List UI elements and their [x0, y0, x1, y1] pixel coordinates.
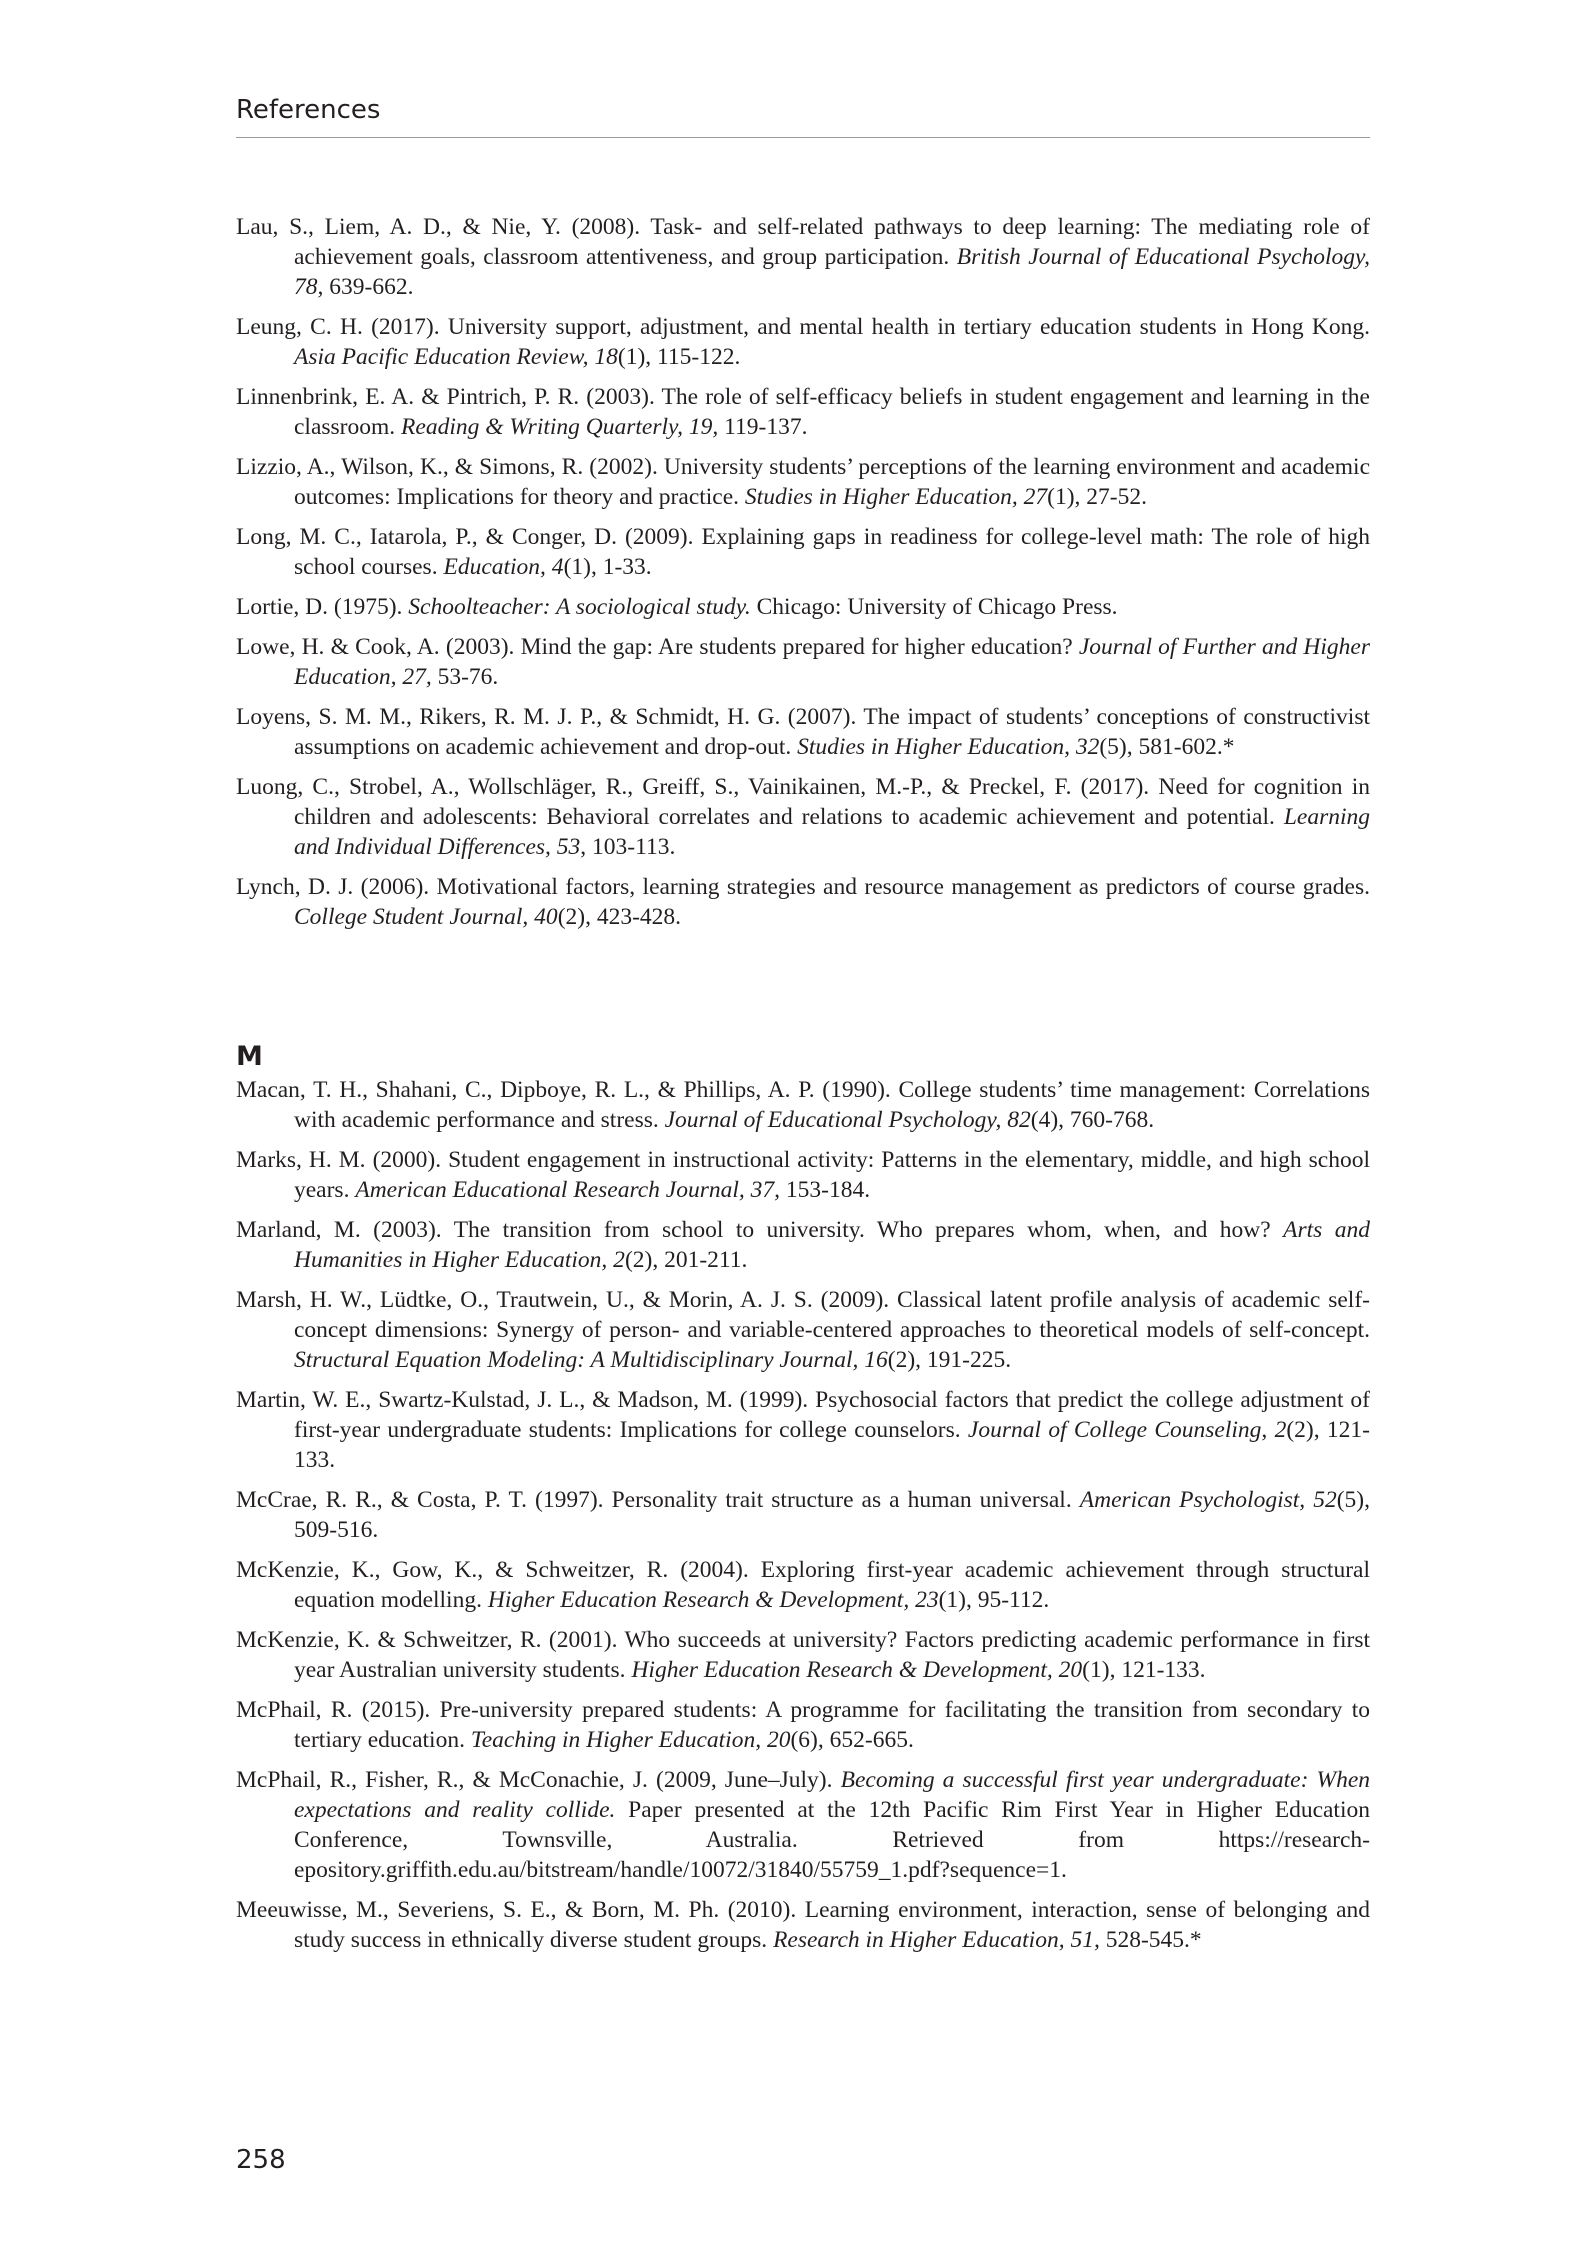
reference-text: McCrae, R. R., & Costa, P. T. (1997). Personality trait structure as a human universal.	[236, 1487, 1080, 1513]
reference-source: Teaching in Higher Education, 20	[470, 1727, 791, 1753]
reference-source: Higher Education Research & Development, 20	[631, 1657, 1083, 1683]
reference-text: 153-184.	[780, 1177, 871, 1203]
reference-text: 639-662.	[323, 274, 414, 300]
reference-text: (2), 191-225.	[887, 1347, 1012, 1373]
reference-text: 119-137.	[718, 414, 808, 440]
reference-text: 528-545.*	[1099, 1927, 1202, 1953]
reference-entry	[236, 212, 1370, 302]
reference-entry	[236, 1145, 1370, 1205]
reference-text: Macan, T. H., Shahani, C., Dipboye, R. L., & Phillips, A. P. (1990). College students’ time management: Correlations with academic performance and stress.	[236, 1077, 1370, 1133]
reference-source: Journal of College Counseling, 2	[967, 1417, 1287, 1443]
reference-text: McPhail, R. (2015). Pre-university prepared students: A programme for facilitating the transition from secondary to tertiary education.	[236, 1697, 1370, 1753]
reference-text: (2), 201-211.	[624, 1247, 748, 1273]
reference-source: Higher Education Research & Development, 23	[487, 1587, 939, 1613]
reference-entry	[236, 1075, 1370, 1135]
reference-entry	[236, 1555, 1370, 1615]
reference-source: Learning and Individual Differences, 53	[294, 804, 1370, 860]
reference-list-m	[236, 1075, 1370, 1965]
reference-source: American Psychologist, 52	[1079, 1487, 1337, 1513]
reference-entry	[236, 592, 1370, 622]
reference-text: Lowe, H. & Cook, A. (2003). Mind the gap: Are students prepared for higher education?	[236, 634, 1079, 660]
reference-source: Reading & Writing Quarterly, 19,	[401, 414, 719, 440]
reference-text: Leung, C. H. (2017). University support, adjustment, and mental health in tertiary education students in Hong Kong.	[236, 314, 1370, 340]
reference-text: Loyens, S. M. M., Rikers, R. M. J. P., & Schmidt, H. G. (2007). The impact of students’ conceptions of constructivist assumptions on academic achievement and drop-out.	[236, 704, 1370, 760]
reference-text: , 103-113.	[580, 834, 676, 860]
reference-text: Lizzio, A., Wilson, K., & Simons, R. (2002). University students’ perceptions of the learning environment and academic outcomes: Implications for theory and practice.	[236, 454, 1370, 510]
reference-entry	[236, 702, 1370, 762]
reference-source: Asia Pacific Education Review, 18	[294, 344, 618, 370]
reference-source: College Student Journal, 40	[294, 904, 558, 930]
reference-text: (5), 509-516.	[294, 1487, 1370, 1543]
reference-text: McKenzie, K. & Schweitzer, R. (2001). Who succeeds at university? Factors predicting academic performance in first year Australian university students.	[236, 1627, 1370, 1683]
reference-list-l	[236, 212, 1370, 942]
reference-text: (6), 652-665.	[790, 1727, 914, 1753]
reference-text: Long, M. C., Iatarola, P., & Conger, D. (2009). Explaining gaps in readiness for college-level math: The role of high school courses.	[236, 524, 1370, 580]
reference-text: (4), 760-768.	[1030, 1107, 1155, 1133]
reference-text: (1), 115-122.	[617, 344, 741, 370]
reference-text: 53-76.	[431, 664, 499, 690]
reference-text: McKenzie, K., Gow, K., & Schweitzer, R. (2004). Exploring first-year academic achievement through structural equation modelling.	[236, 1557, 1370, 1613]
reference-entry	[236, 1385, 1370, 1475]
reference-text: (1), 27-52.	[1047, 484, 1147, 510]
reference-source: British Journal of Educational Psychology, 78,	[294, 244, 1370, 300]
reference-entry	[236, 382, 1370, 442]
reference-text: (5), 581-602.*	[1099, 734, 1235, 760]
reference-entry	[236, 312, 1370, 372]
reference-text: Luong, C., Strobel, A., Wollschläger, R., Greiff, S., Vainikainen, M.-P., & Preckel, F. (2017). Need for cognition in children and adolescents: Behavioral correlates and relations to academic achievement and potential.	[236, 774, 1370, 830]
reference-source: Research in Higher Education, 51,	[773, 1927, 1100, 1953]
reference-text: Marland, M. (2003). The transition from school to university. Who prepares whom, when, and how?	[236, 1217, 1284, 1243]
reference-text: Martin, W. E., Swartz-Kulstad, J. L., & Madson, M. (1999). Psychosocial factors that predict the college adjustment of first-year undergraduate students: Implications for college counselors.	[236, 1387, 1370, 1443]
reference-text: Chicago: University of Chicago Press.	[750, 594, 1118, 620]
page-number: 258	[236, 2145, 286, 2175]
reference-text: Paper presented at the 12th Pacific Rim First Year in Higher Education Conference, Townsville, Australia. Retrieved from https://research-epository.griffith.edu.au/bitstream/handle/10072/31840/55759_1.pdf?sequence=1.	[294, 1797, 1370, 1883]
reference-entry	[236, 1895, 1370, 1955]
reference-entry	[236, 452, 1370, 512]
reference-source: American Educational Research Journal, 37,	[355, 1177, 780, 1203]
reference-source: Studies in Higher Education, 27	[744, 484, 1048, 510]
reference-text: Linnenbrink, E. A. & Pintrich, P. R. (2003). The role of self-efficacy beliefs in student engagement and learning in the classroom.	[236, 384, 1370, 440]
section-heading-m: M	[236, 1041, 263, 1072]
reference-source: Becoming a successful first year undergraduate: When expectations and reality collide.	[294, 1767, 1370, 1823]
reference-text: Meeuwisse, M., Severiens, S. E., & Born, M. Ph. (2010). Learning environment, interaction, sense of belonging and study success in ethnically diverse student groups.	[236, 1897, 1370, 1953]
reference-text: Lau, S., Liem, A. D., & Nie, Y. (2008). Task- and self-related pathways to deep learning: The mediating role of achievement goals, classroom attentiveness, and group participation.	[236, 214, 1370, 270]
reference-text: (2), 423-428.	[557, 904, 682, 930]
reference-entry	[236, 1485, 1370, 1545]
reference-source: Schoolteacher: A sociological study.	[408, 594, 751, 620]
reference-source: Structural Equation Modeling: A Multidisciplinary Journal, 16	[294, 1347, 888, 1373]
reference-text: (1), 1-33.	[563, 554, 652, 580]
reference-source: Education, 4	[443, 554, 564, 580]
reference-source: Journal of Educational Psychology, 82	[664, 1107, 1031, 1133]
reference-text: Lortie, D. (1975).	[236, 594, 409, 620]
reference-text: (1), 121-133.	[1082, 1657, 1206, 1683]
reference-entry	[236, 1625, 1370, 1685]
reference-entry	[236, 1765, 1370, 1885]
reference-entry	[236, 522, 1370, 582]
reference-text: McPhail, R., Fisher, R., & McConachie, J. (2009, June–July).	[236, 1767, 841, 1793]
reference-text: (1), 95-112.	[938, 1587, 1050, 1613]
reference-entry	[236, 1285, 1370, 1375]
reference-entry	[236, 1695, 1370, 1755]
reference-text: Marsh, H. W., Lüdtke, O., Trautwein, U., & Morin, A. J. S. (2009). Classical latent profile analysis of academic self-concept dimensions: Synergy of person- and variable-centered approaches to theoretical models of self-concept.	[236, 1287, 1370, 1343]
reference-source: Arts and Humanities in Higher Education, 2	[294, 1217, 1370, 1273]
reference-entry	[236, 632, 1370, 692]
reference-source: Journal of Further and Higher Education, 27,	[294, 634, 1370, 690]
reference-entry	[236, 772, 1370, 862]
reference-entry	[236, 872, 1370, 932]
reference-text: Marks, H. M. (2000). Student engagement in instructional activity: Patterns in the elementary, middle, and high school years.	[236, 1147, 1370, 1203]
reference-text: (2), 121-133.	[294, 1417, 1370, 1473]
running-header: References	[236, 90, 1370, 138]
reference-text: Lynch, D. J. (2006). Motivational factors, learning strategies and resource management as predictors of course grades.	[236, 874, 1370, 900]
reference-source: Studies in Higher Education, 32	[797, 734, 1100, 760]
reference-entry	[236, 1215, 1370, 1275]
